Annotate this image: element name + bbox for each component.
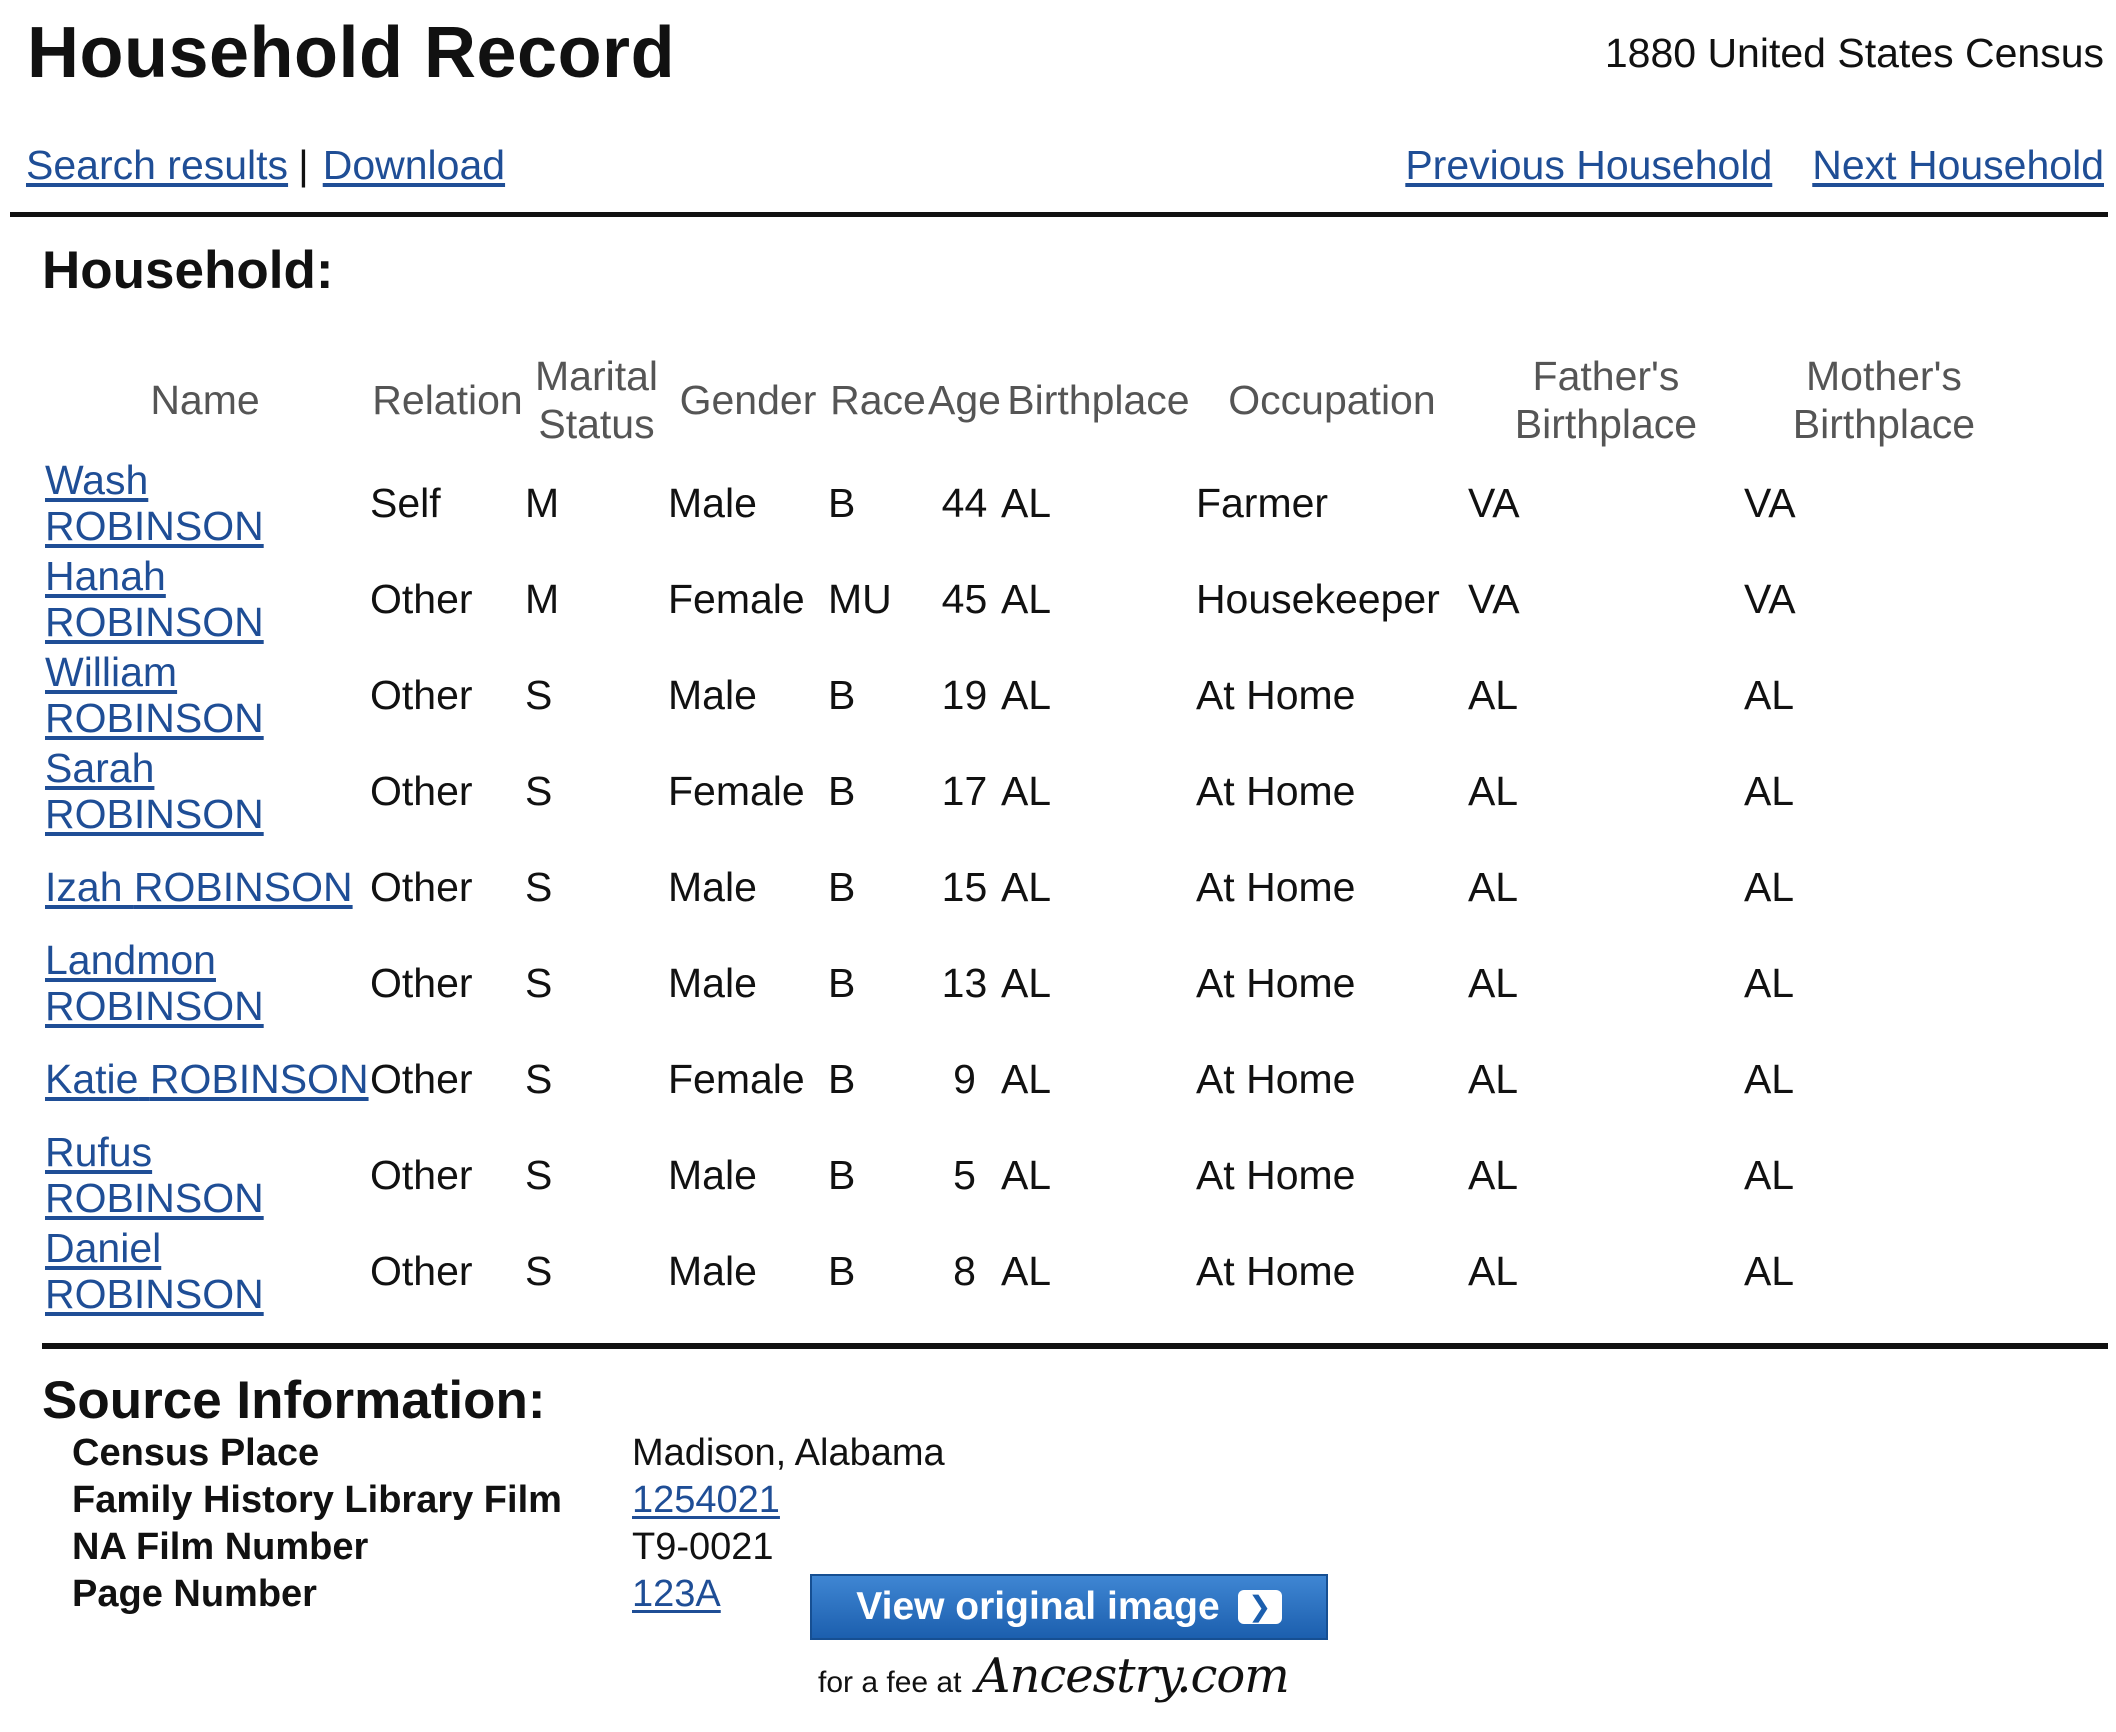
birthplace-cell: AL (1000, 864, 1052, 910)
marital-cell: S (525, 864, 553, 910)
gender-cell: Male (668, 1248, 757, 1294)
race-cell: B (828, 672, 856, 718)
source-row (72, 1524, 945, 1571)
col-header-age: Age (928, 377, 1001, 423)
mothers-birthplace-cell: AL (1743, 1248, 1795, 1294)
fathers-birthplace-cell: AL (1467, 1248, 1519, 1294)
occupation-cell: At Home (1195, 1152, 1356, 1198)
marital-cell: S (525, 672, 553, 718)
member-name-cell (40, 1223, 370, 1319)
col-header-occupation: Occupation (1228, 377, 1436, 423)
table-row (40, 1127, 2024, 1223)
relation-cell: Self (370, 480, 441, 526)
birthplace-cell: AL (1000, 960, 1052, 1006)
member-name-cell (40, 839, 370, 935)
view-original-image-label: View original image (856, 1585, 1220, 1628)
birthplace-cell: AL (1000, 1248, 1052, 1294)
table-row (40, 935, 2024, 1031)
col-header-race: Race (830, 377, 926, 423)
fathers-birthplace-cell: AL (1467, 1152, 1519, 1198)
occupation-cell: At Home (1195, 768, 1356, 814)
occupation-cell: Housekeeper (1195, 576, 1440, 622)
ancestry-logo: Ancestry.com (975, 1648, 1289, 1704)
gender-cell: Female (668, 1056, 805, 1102)
member-name-cell (40, 935, 370, 1031)
age-cell: 15 (941, 864, 988, 910)
occupation-cell: At Home (1195, 672, 1356, 718)
gender-cell: Male (668, 672, 757, 718)
mothers-birthplace-cell: AL (1743, 672, 1795, 718)
table-row (40, 551, 2024, 647)
col-header-fathers-birthplace: Father's Birthplace (1514, 353, 1698, 447)
member-name-cell (40, 1127, 370, 1223)
age-cell: 45 (941, 576, 988, 622)
marital-cell: S (525, 1056, 553, 1102)
gender-cell: Female (668, 768, 805, 814)
birthplace-cell: AL (1000, 768, 1052, 814)
table-row (40, 455, 2024, 551)
occupation-cell: At Home (1195, 864, 1356, 910)
relation-cell: Other (370, 1248, 473, 1294)
gender-cell: Male (668, 480, 757, 526)
birthplace-cell: AL (1000, 1056, 1052, 1102)
occupation-cell: Farmer (1195, 480, 1329, 526)
marital-cell: M (525, 576, 560, 622)
page-title: Household Record (27, 13, 676, 93)
arrow-right-icon: ❯ (1238, 1590, 1282, 1624)
col-header-birthplace: Birthplace (1007, 377, 1190, 423)
download-link[interactable]: Download (322, 142, 506, 188)
birthplace-cell: AL (1000, 576, 1052, 622)
mothers-birthplace-cell: AL (1743, 960, 1795, 1006)
race-cell: MU (828, 576, 892, 622)
table-row (40, 839, 2024, 935)
race-cell: B (828, 1248, 856, 1294)
member-name-link[interactable]: Hanah ROBINSON (45, 553, 264, 645)
race-cell: B (828, 960, 856, 1006)
birthplace-cell: AL (1000, 672, 1052, 718)
member-name-cell (40, 455, 370, 551)
occupation-cell: At Home (1195, 960, 1356, 1006)
member-name-cell (40, 551, 370, 647)
gender-cell: Male (668, 864, 757, 910)
table-row (40, 743, 2024, 839)
age-cell: 17 (941, 768, 988, 814)
next-household-link[interactable]: Next Household (1812, 142, 2104, 188)
relation-cell: Other (370, 576, 473, 622)
census-name: 1880 United States Census (1604, 30, 2104, 76)
age-cell: 8 (953, 1248, 976, 1294)
nav-left (26, 142, 505, 189)
census-place-label: Census Place (72, 1432, 320, 1474)
page-number-link[interactable]: 123A (632, 1573, 721, 1615)
col-header-relation: Relation (372, 377, 523, 423)
race-cell: B (828, 1152, 856, 1198)
fathers-birthplace-cell: AL (1467, 960, 1519, 1006)
marital-cell: M (525, 480, 560, 526)
relation-cell: Other (370, 1056, 473, 1102)
mothers-birthplace-cell: VA (1743, 576, 1796, 622)
nav-right (1405, 142, 2104, 189)
member-name-link[interactable]: Sarah ROBINSON (45, 745, 264, 837)
table-row (40, 1223, 2024, 1319)
col-header-marital-status: Marital Status (534, 353, 659, 447)
page-number-label: Page Number (72, 1573, 317, 1615)
member-name-cell (40, 743, 370, 839)
age-cell: 9 (953, 1056, 976, 1102)
fathers-birthplace-cell: VA (1467, 480, 1520, 526)
gender-cell: Female (668, 576, 805, 622)
na-film-label: NA Film Number (72, 1526, 369, 1568)
source-row (72, 1430, 945, 1477)
mothers-birthplace-cell: AL (1743, 768, 1795, 814)
table-row (40, 1031, 2024, 1127)
fee-note (818, 1648, 1289, 1704)
household-table (40, 345, 2024, 1319)
marital-cell: S (525, 768, 553, 814)
mothers-birthplace-cell: VA (1743, 480, 1796, 526)
fathers-birthplace-cell: VA (1467, 576, 1520, 622)
fhl-film-label: Family History Library Film (72, 1479, 562, 1521)
previous-household-link[interactable]: Previous Household (1405, 142, 1773, 188)
search-results-link[interactable]: Search results (26, 142, 289, 188)
race-cell: B (828, 480, 856, 526)
fee-text: for a fee at (818, 1666, 962, 1699)
household-title: Household: (42, 241, 334, 300)
occupation-cell: At Home (1195, 1056, 1356, 1102)
marital-cell: S (525, 1248, 553, 1294)
table-row (40, 647, 2024, 743)
member-name-cell (40, 1031, 370, 1127)
source-title: Source Information: (42, 1371, 546, 1430)
relation-cell: Other (370, 672, 473, 718)
race-cell: B (828, 1056, 856, 1102)
fathers-birthplace-cell: AL (1467, 768, 1519, 814)
fathers-birthplace-cell: AL (1467, 864, 1519, 910)
member-name-cell (40, 647, 370, 743)
member-name-link[interactable]: Izah ROBINSON (45, 864, 353, 910)
member-name-link[interactable]: Landmon ROBINSON (45, 937, 264, 1029)
race-cell: B (828, 768, 856, 814)
source-divider (42, 1343, 2108, 1349)
birthplace-cell: AL (1000, 480, 1052, 526)
mothers-birthplace-cell: AL (1743, 864, 1795, 910)
mothers-birthplace-cell: AL (1743, 1056, 1795, 1102)
member-name-link[interactable]: Wash ROBINSON (45, 457, 264, 549)
col-header-gender: Gender (679, 377, 817, 423)
fathers-birthplace-cell: AL (1467, 1056, 1519, 1102)
col-header-name: Name (150, 377, 260, 423)
birthplace-cell: AL (1000, 1152, 1052, 1198)
marital-cell: S (525, 1152, 553, 1198)
age-cell: 13 (941, 960, 988, 1006)
marital-cell: S (525, 960, 553, 1006)
nav-separator: | (298, 142, 309, 188)
age-cell: 44 (941, 480, 988, 526)
gender-cell: Male (668, 960, 757, 1006)
source-row (72, 1477, 945, 1524)
header-divider (10, 212, 2108, 217)
gender-cell: Male (668, 1152, 757, 1198)
age-cell: 5 (953, 1152, 976, 1198)
relation-cell: Other (370, 960, 473, 1006)
mothers-birthplace-cell: AL (1743, 1152, 1795, 1198)
table-header-row (40, 345, 2024, 455)
na-film-value: T9-0021 (632, 1526, 774, 1568)
occupation-cell: At Home (1195, 1248, 1356, 1294)
fhl-film-link[interactable]: 1254021 (632, 1479, 780, 1521)
age-cell: 19 (941, 672, 988, 718)
census-place-value: Madison, Alabama (632, 1432, 945, 1474)
relation-cell: Other (370, 864, 473, 910)
member-name-link[interactable]: Daniel ROBINSON (45, 1225, 264, 1317)
relation-cell: Other (370, 768, 473, 814)
fathers-birthplace-cell: AL (1467, 672, 1519, 718)
view-original-image-button[interactable] (810, 1574, 1328, 1640)
member-name-link[interactable]: Rufus ROBINSON (45, 1129, 264, 1221)
race-cell: B (828, 864, 856, 910)
member-name-link[interactable]: William ROBINSON (45, 649, 264, 741)
col-header-mothers-birthplace: Mother's Birthplace (1792, 353, 1976, 447)
relation-cell: Other (370, 1152, 473, 1198)
member-name-link[interactable]: Katie ROBINSON (45, 1056, 369, 1102)
